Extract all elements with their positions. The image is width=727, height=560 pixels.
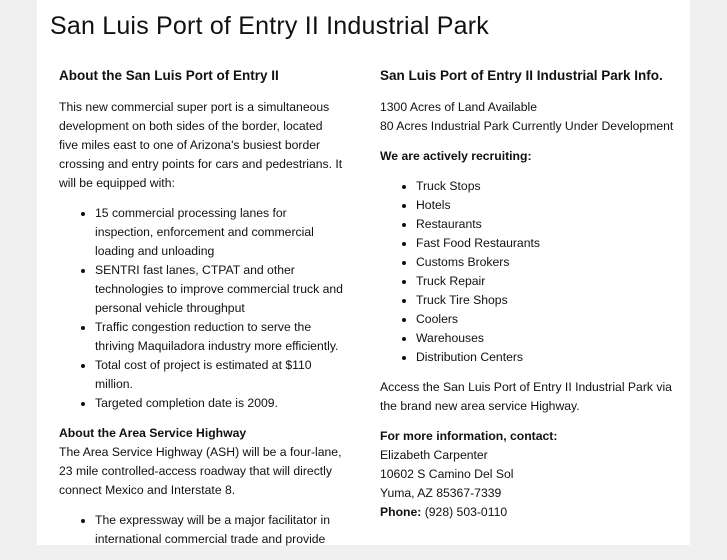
list-item: • Fast Food Restaurants: [416, 234, 680, 253]
park-facts: [380, 98, 680, 136]
ash-text: The Area Service Highway (ASH) will be a four-lane, 23 mile controlled-access roadway that will directly connect Mexico and Interstate 8.: [59, 445, 342, 497]
list-item: • Targeted completion date is 2009.: [95, 394, 344, 413]
contact-name: Elizabeth Carpenter: [380, 448, 488, 462]
ash-points-list: [59, 511, 344, 549]
list-item: • Total cost of project is estimated at $110 million.: [95, 356, 344, 394]
list-item: • Coolers: [416, 310, 680, 329]
contact-address-line2: Yuma, AZ 85367-7339: [380, 486, 502, 500]
page-container: [37, 0, 690, 545]
list-item: • Truck Repair: [416, 272, 680, 291]
list-item: • Distribution Centers: [416, 348, 680, 367]
phone-value: (928) 503-0110: [424, 505, 508, 519]
industrial-park-column: [380, 65, 680, 533]
park-info-heading: San Luis Port of Entry II Industrial Park Info.: [380, 68, 663, 83]
list-item: • Truck Stops: [416, 177, 680, 196]
list-item: • Warehouses: [416, 329, 680, 348]
contact-label: For more information, contact:: [380, 429, 558, 443]
port-features-list: [59, 204, 344, 413]
list-item: • Traffic congestion reduction to serve the thriving Maquiladora industry more efficiently.: [95, 318, 344, 356]
list-item: • Restaurants: [416, 215, 680, 234]
list-item: • 15 commercial processing lanes for inspection, enforcement and commercial loading and unloading: [95, 204, 344, 261]
about-port-column: [59, 65, 344, 560]
ash-heading: About the Area Service Highway: [59, 426, 247, 440]
fact-acres: 1300 Acres of Land Available: [380, 100, 537, 114]
about-port-heading: About the San Luis Port of Entry II: [59, 68, 279, 83]
list-item: • Truck Tire Shops: [416, 291, 680, 310]
list-item: • Hotels: [416, 196, 680, 215]
recruiting-label: We are actively recruiting:: [380, 149, 532, 163]
list-item: • The expressway will be a major facilitator in international commercial trade and provide: [95, 511, 344, 549]
phone-label: Phone:: [380, 505, 422, 519]
contact-block: [380, 427, 680, 522]
page-title: San Luis Port of Entry II Industrial Park: [50, 12, 489, 40]
access-text: Access the San Luis Port of Entry II Industrial Park via the brand new area service Highway.: [380, 380, 672, 413]
fact-development: 80 Acres Industrial Park Currently Under Development: [380, 119, 674, 133]
list-item: • SENTRI fast lanes, CTPAT and other technologies to improve commercial truck and personal vehicle throughput: [95, 261, 344, 318]
recruiting-list: [380, 177, 680, 367]
ash-section: [59, 424, 344, 500]
list-item: • Customs Brokers: [416, 253, 680, 272]
contact-address-line1: 10602 S Camino Del Sol: [380, 467, 514, 481]
about-port-intro: This new commercial super port is a simultaneous development on both sides of the border, located five miles east to one of Arizona's busiest border crossing and entry points for cars and pedestrians. It will be equipped with:: [59, 100, 343, 190]
